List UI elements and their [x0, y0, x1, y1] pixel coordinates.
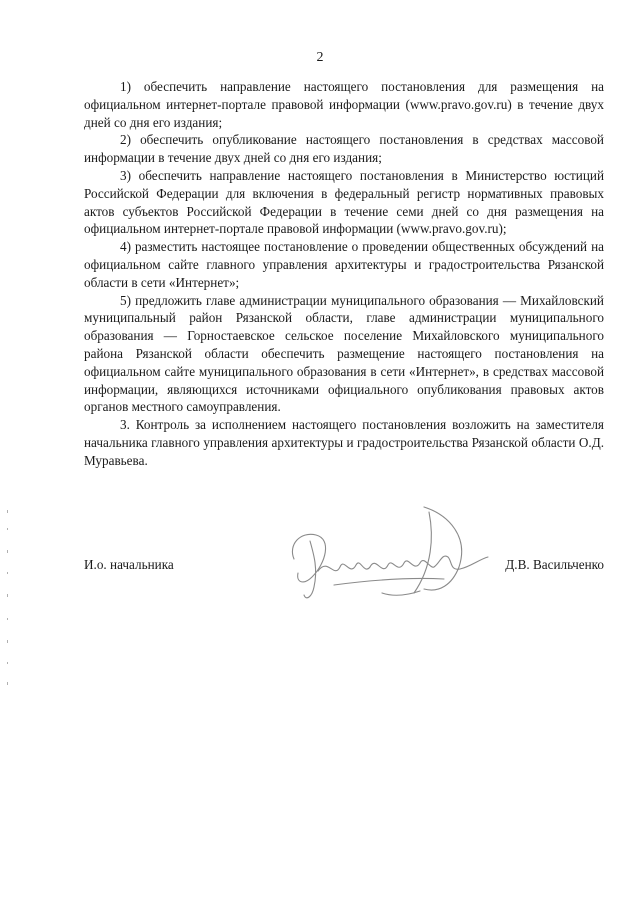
paragraph-control: 3. Контроль за исполнением настоящего постановления возложить на заместителя начальника главного управления архитектуры и градостроительства Рязанской области О.Д. Муравьева.: [84, 417, 604, 468]
paragraph-item-5: 5) предложить главе администрации муниципального образования — Михайловский муниципальный район Рязанской области, главе администрации муниципального образования — Горностаевское сельское поселение Михайловского муниципального района Рязанской области обеспечить размещение настоящего постановления на официальном сайте муниципального образования в сети «Интернет», в средствах массовой информации, являющихся источниками официального опубликования правовых актов органов местного самоуправления.: [84, 292, 604, 415]
page-number: 2: [316, 50, 324, 65]
paragraph-item-1: 1) обеспечить направление настоящего постановления для размещения на официальном интернет-портале правовой информации (www.pravo.gov.ru) в течение двух дней со дня его издания;: [84, 79, 604, 130]
signature-block: [84, 557, 604, 627]
paragraph-item-3: 3) обеспечить направление настоящего постановления в Министерство юстиций Российской Федерации для включения в федеральный регистр нормативных правовых актов субъектов Российской Федерации в течение семи дней со дня размещения на официальном интернет-портале правовой информации (www.pravo.gov.ru);: [84, 167, 604, 237]
margin-marks: [6, 510, 10, 690]
signer-title: И.о. начальника: [84, 557, 174, 572]
paragraph-item-4: 4) разместить настоящее постановление о проведении общественных обсуждений на официальном сайте главного управления архитектуры и градостроительства Рязанской области в сети «Интернет»;: [84, 239, 604, 290]
paragraph-item-2: 2) обеспечить опубликование настоящего постановления в средствах массовой информации в течение двух дней со дня его издания;: [84, 132, 604, 166]
handwritten-signature: [274, 497, 524, 617]
document-body: [84, 78, 604, 470]
signer-name: Д.В. Васильченко: [505, 557, 604, 572]
